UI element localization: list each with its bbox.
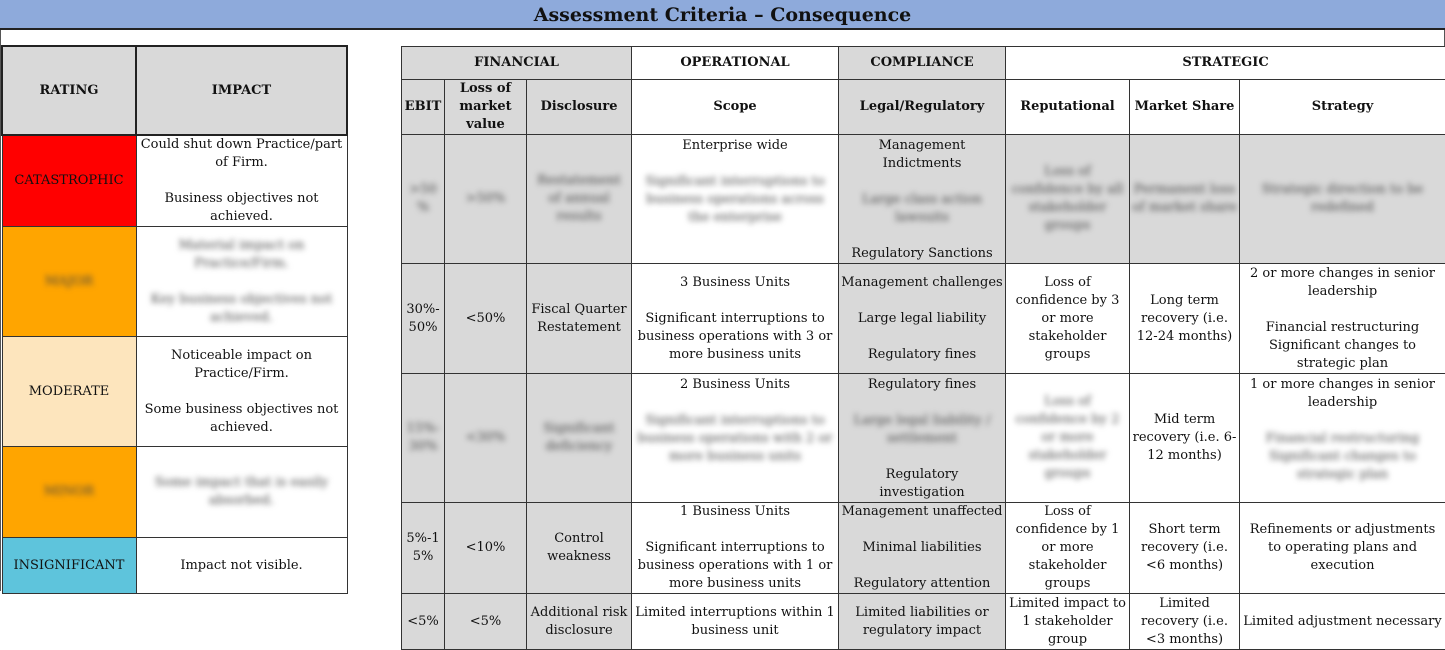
group-financial: FINANCIAL xyxy=(402,47,632,80)
cell-scope: 1 Business Units Significant interruptions to business operations with 1 or more business units xyxy=(632,503,839,594)
impact-header: IMPACT xyxy=(136,46,347,135)
group-operational: OPERATIONAL xyxy=(632,47,839,80)
impact-minor: Some impact that is easily absorbed. xyxy=(136,447,347,538)
cell-market-share: Mid term recovery (i.e. 6-12 months) xyxy=(1130,374,1240,503)
cell-ebit: <5% xyxy=(402,594,445,650)
rating-table xyxy=(1,45,348,594)
criteria-row-moderate xyxy=(402,374,1445,503)
criteria-row-catastrophic xyxy=(402,135,1445,264)
cell-ebit: >50% xyxy=(402,135,445,264)
impact-moderate: Noticeable impact on Practice/Firm. Some business objectives not achieved. xyxy=(136,337,347,447)
cell-market-value: <30% xyxy=(445,374,527,503)
rating-major: MAJOR xyxy=(2,227,136,337)
cell-market-share: Permanent loss of market share xyxy=(1130,135,1240,264)
col-strategy: Strategy xyxy=(1240,80,1445,135)
cell-market-value: <5% xyxy=(445,594,527,650)
col-reputational: Reputational xyxy=(1006,80,1130,135)
impact-catastrophic: Could shut down Practice/part of Firm. Business objectives not achieved. xyxy=(136,135,347,227)
cell-market-value: >50% xyxy=(445,135,527,264)
cell-legal: Management unaffected Minimal liabilities Regulatory attention xyxy=(839,503,1006,594)
cell-disclosure: Control weakness xyxy=(527,503,632,594)
cell-legal: Management challenges Large legal liability Regulatory fines xyxy=(839,264,1006,374)
page-title: Assessment Criteria – Consequence xyxy=(0,0,1445,30)
rating-minor: MINOR xyxy=(2,447,136,538)
cell-strategy: 1 or more changes in senior leadership Financial restructuring Significant changes to strategic plan xyxy=(1240,374,1445,503)
col-market-value: Loss of market value xyxy=(445,80,527,135)
rating-insignificant: INSIGNIFICANT xyxy=(2,538,136,594)
cell-strategy: 2 or more changes in senior leadership Financial restructuring Significant changes to strategic plan xyxy=(1240,264,1445,374)
col-disclosure: Disclosure xyxy=(527,80,632,135)
impact-insignificant: Impact not visible. xyxy=(136,538,347,594)
impact-major: Material impact on Practice/Firm. Key business objectives not achieved. xyxy=(136,227,347,337)
criteria-row-major xyxy=(402,264,1445,374)
cell-legal: Regulatory fines Large legal liability / settlement Regulatory investigation xyxy=(839,374,1006,503)
col-legal: Legal/Regulatory xyxy=(839,80,1006,135)
cell-legal: Management Indictments Large class action lawsuits Regulatory Sanctions xyxy=(839,135,1006,264)
cell-market-share: Limited recovery (i.e. <3 months) xyxy=(1130,594,1240,650)
cell-reputational: Loss of confidence by 2 or more stakeholder groups xyxy=(1006,374,1130,503)
col-market-share: Market Share xyxy=(1130,80,1240,135)
criteria-row-insignificant xyxy=(402,594,1445,650)
cell-disclosure: Significant deficiency xyxy=(527,374,632,503)
cell-reputational: Loss of confidence by 3 or more stakeholder groups xyxy=(1006,264,1130,374)
cell-strategy: Limited adjustment necessary xyxy=(1240,594,1445,650)
cell-legal: Limited liabilities or regulatory impact xyxy=(839,594,1006,650)
cell-ebit: 30%-50% xyxy=(402,264,445,374)
rating-moderate: MODERATE xyxy=(2,337,136,447)
cell-scope: 2 Business Units Significant interruptions to business operations with 2 or more business units xyxy=(632,374,839,503)
criteria-table xyxy=(401,46,1445,650)
col-scope: Scope xyxy=(632,80,839,135)
cell-scope: Enterprise wide Significant interruptions to business operations across the enterprise xyxy=(632,135,839,264)
col-ebit: EBIT xyxy=(402,80,445,135)
cell-strategy: Strategic direction to be redefined xyxy=(1240,135,1445,264)
cell-strategy: Refinements or adjustments to operating plans and execution xyxy=(1240,503,1445,594)
cell-reputational: Loss of confidence by all stakeholder groups xyxy=(1006,135,1130,264)
cell-ebit: 5%-15% xyxy=(402,503,445,594)
criteria-row-minor xyxy=(402,503,1445,594)
cell-reputational: Loss of confidence by 1 or more stakeholder groups xyxy=(1006,503,1130,594)
cell-scope: 3 Business Units Significant interruptions to business operations with 3 or more business units xyxy=(632,264,839,374)
cell-disclosure: Restatement of annual results xyxy=(527,135,632,264)
cell-reputational: Limited impact to 1 stakeholder group xyxy=(1006,594,1130,650)
cell-market-value: <50% xyxy=(445,264,527,374)
cell-scope: Limited interruptions within 1 business unit xyxy=(632,594,839,650)
cell-disclosure: Fiscal Quarter Restatement xyxy=(527,264,632,374)
cell-disclosure: Additional risk disclosure xyxy=(527,594,632,650)
cell-market-share: Short term recovery (i.e. <6 months) xyxy=(1130,503,1240,594)
cell-market-share: Long term recovery (i.e. 12-24 months) xyxy=(1130,264,1240,374)
group-strategic: STRATEGIC xyxy=(1006,47,1445,80)
cell-market-value: <10% xyxy=(445,503,527,594)
cell-ebit: 15%-30% xyxy=(402,374,445,503)
group-compliance: COMPLIANCE xyxy=(839,47,1006,80)
rating-header: RATING xyxy=(2,46,136,135)
rating-catastrophic: CATASTROPHIC xyxy=(2,135,136,227)
